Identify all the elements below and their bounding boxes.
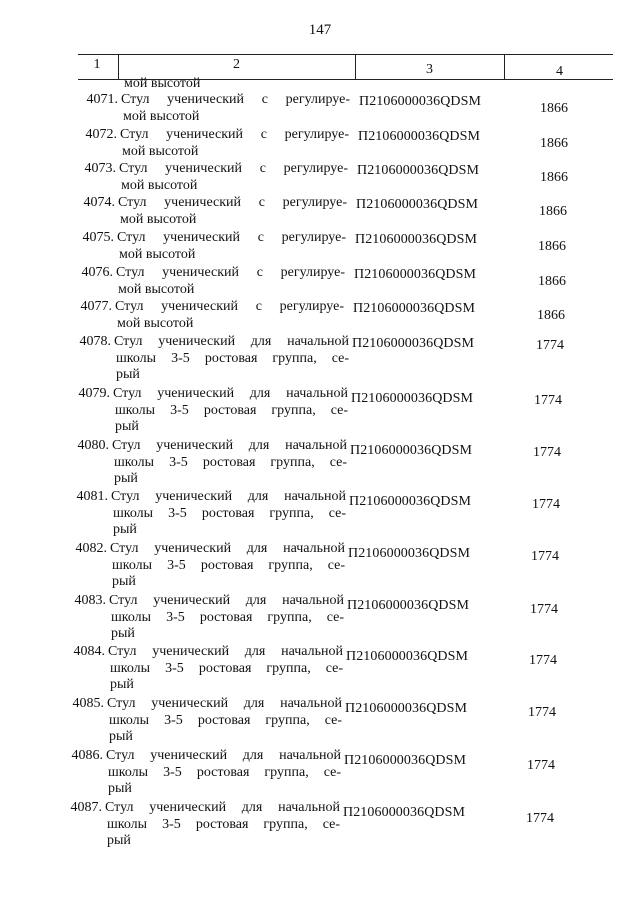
item-name-line: мой высотой xyxy=(121,177,198,193)
item-name xyxy=(105,800,340,850)
item-name-line: рый xyxy=(115,419,139,434)
item-name-line: Стул ученический с регулируе- xyxy=(120,127,349,142)
item-name-line: школы 3-5 ростовая группа, се- xyxy=(110,660,343,676)
row-number: 4080. xyxy=(77,438,109,453)
row-number: 4076. xyxy=(81,265,113,280)
row-number: 4077. xyxy=(80,299,112,314)
row-number: 4082. xyxy=(75,541,107,556)
item-name-line: Стул ученический для начальной xyxy=(107,696,342,711)
item-name xyxy=(120,127,349,160)
item-name xyxy=(110,541,345,591)
item-name-line: Стул ученический с регулируе- xyxy=(116,265,345,280)
column-header-4: 4 xyxy=(504,55,614,79)
item-name-line: Стул ученический для начальной xyxy=(108,644,343,659)
item-name-line: рый xyxy=(110,677,134,692)
item-code: П2106000036QDSM xyxy=(354,267,477,282)
item-price: 1774 xyxy=(528,705,556,720)
item-price: 1774 xyxy=(534,393,562,408)
item-name xyxy=(116,265,345,298)
row-number: 4086. xyxy=(71,748,103,763)
item-name xyxy=(113,386,348,436)
item-name-line: рый xyxy=(114,471,138,486)
item-code: П2106000036QDSM xyxy=(358,129,481,144)
item-name-line: рый xyxy=(113,522,137,537)
column-header-3: 3 xyxy=(355,55,503,79)
item-code: П2106000036QDSM xyxy=(353,301,476,316)
row-number: 4075. xyxy=(82,230,114,245)
item-name-line: рый xyxy=(116,367,140,382)
item-name-line: Стул ученический для начальной xyxy=(110,541,345,556)
item-code: П2106000036QDSM xyxy=(347,598,470,613)
item-code: П2106000036QDSM xyxy=(351,391,474,406)
item-name-line: Стул ученический с регулируе- xyxy=(118,195,347,210)
item-name-line: школы 3-5 ростовая группа, се- xyxy=(107,816,340,832)
item-name-line: Стул ученический с регулируе- xyxy=(115,299,344,314)
item-name-line: Стул ученический для начальной xyxy=(105,800,340,815)
item-price: 1774 xyxy=(533,445,561,460)
row-number: 4073. xyxy=(84,161,116,176)
item-price: 1866 xyxy=(538,239,566,254)
item-name-line: мой высотой xyxy=(122,143,199,159)
row-number: 4072. xyxy=(85,127,117,142)
item-name-line: школы 3-5 ростовая группа, се- xyxy=(113,505,346,521)
item-code: П2106000036QDSM xyxy=(346,649,469,664)
item-name-line: Стул ученический для начальной xyxy=(109,593,344,608)
item-price: 1866 xyxy=(538,274,566,289)
item-code: П2106000036QDSM xyxy=(355,232,478,247)
item-name xyxy=(109,593,344,643)
item-name xyxy=(119,161,348,194)
item-name-line: школы 3-5 ростовая группа, се- xyxy=(111,609,344,625)
item-price: 1774 xyxy=(531,549,559,564)
row-number: 4071. xyxy=(86,92,118,107)
item-code: П2106000036QDSM xyxy=(345,701,468,716)
column-header-2: 2 xyxy=(118,55,354,79)
item-name-line: рый xyxy=(109,729,133,744)
item-code: П2106000036QDSM xyxy=(357,163,480,178)
item-price: 1866 xyxy=(539,204,567,219)
row-number: 4084. xyxy=(73,644,105,659)
item-name-line: мой высотой xyxy=(120,211,197,227)
item-name-line: Стул ученический для начальной xyxy=(112,438,347,453)
item-price: 1866 xyxy=(540,101,568,116)
item-name-line: школы 3-5 ростовая группа, се- xyxy=(115,402,348,418)
item-name xyxy=(106,748,341,798)
row-number: 4087. xyxy=(70,800,102,815)
row-number: 4085. xyxy=(72,696,104,711)
item-name xyxy=(118,195,347,228)
item-name-line: Стул ученический для начальной xyxy=(111,489,346,504)
item-name-line: Стул ученический для начальной xyxy=(106,748,341,763)
page-number: 147 xyxy=(308,22,332,38)
row-number: 4083. xyxy=(74,593,106,608)
item-name-line: Стул ученический с регулируе- xyxy=(121,92,350,107)
item-price: 1774 xyxy=(536,338,564,353)
item-price: 1774 xyxy=(526,811,554,826)
item-name-line: школы 3-5 ростовая группа, се- xyxy=(116,350,349,366)
item-code: П2106000036QDSM xyxy=(356,197,479,212)
item-name xyxy=(117,230,346,263)
item-name xyxy=(112,438,347,488)
item-name-line: Стул ученический с регулируе- xyxy=(117,230,346,245)
row-number: 4081. xyxy=(76,489,108,504)
item-name-line: мой высотой xyxy=(123,108,200,124)
item-name xyxy=(115,299,344,332)
row-number: 4074. xyxy=(83,195,115,210)
item-name-line: школы 3-5 ростовая группа, се- xyxy=(112,557,345,573)
item-code: П2106000036QDSM xyxy=(349,494,472,509)
item-code: П2106000036QDSM xyxy=(344,753,467,768)
continuation-text: мой высотой xyxy=(124,76,201,91)
item-name-line: рый xyxy=(107,833,131,848)
item-name-line: рый xyxy=(108,781,132,796)
item-name xyxy=(114,334,349,384)
item-code: П2106000036QDSM xyxy=(348,546,471,561)
item-name-line: рый xyxy=(111,626,135,641)
item-name-line: мой высотой xyxy=(117,315,194,331)
item-code: П2106000036QDSM xyxy=(343,805,466,820)
row-number: 4078. xyxy=(79,334,111,349)
item-code: П2106000036QDSM xyxy=(359,94,482,109)
item-name-line: мой высотой xyxy=(119,246,196,262)
item-price: 1866 xyxy=(540,136,568,151)
item-price: 1866 xyxy=(540,170,568,185)
item-name xyxy=(111,489,346,539)
item-name xyxy=(108,644,343,694)
column-header-1: 1 xyxy=(93,57,101,72)
item-name xyxy=(121,92,350,125)
item-price: 1774 xyxy=(527,758,555,773)
item-name-line: школы 3-5 ростовая группа, се- xyxy=(108,764,341,780)
item-name xyxy=(107,696,342,746)
item-name-line: школы 3-5 ростовая группа, се- xyxy=(114,454,347,470)
item-name-line: школы 3-5 ростовая группа, се- xyxy=(109,712,342,728)
row-number: 4079. xyxy=(78,386,110,401)
item-name-line: мой высотой xyxy=(118,281,195,297)
item-name-line: Стул ученический с регулируе- xyxy=(119,161,348,176)
item-code: П2106000036QDSM xyxy=(350,443,473,458)
item-code: П2106000036QDSM xyxy=(352,336,475,351)
item-price: 1774 xyxy=(530,602,558,617)
item-price: 1774 xyxy=(532,497,560,512)
item-price: 1866 xyxy=(537,308,565,323)
item-price: 1774 xyxy=(529,653,557,668)
item-name-line: Стул ученический для начальной xyxy=(114,334,349,349)
item-name-line: рый xyxy=(112,574,136,589)
item-name-line: Стул ученический для начальной xyxy=(113,386,348,401)
